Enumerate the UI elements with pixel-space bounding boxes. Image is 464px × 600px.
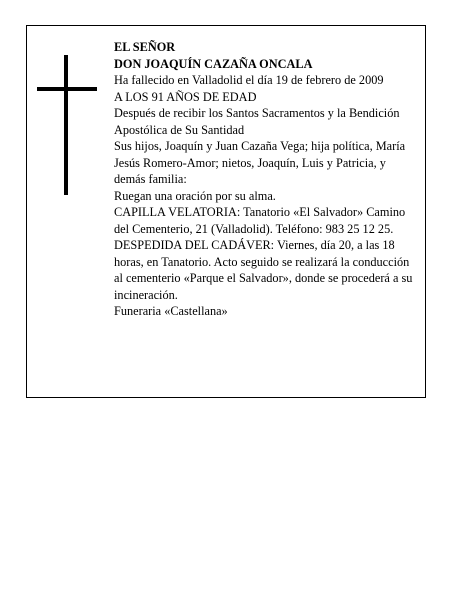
deceased-name: DON JOAQUÍN CAZAÑA ONCALA <box>114 56 313 71</box>
family-list: Sus hijos, Joaquín y Juan Cazaña Vega; hija política, María Jesús Romero-Amor; nietos, Joaquín, Luis y Patricia, y demás familia: <box>114 139 406 186</box>
farewell-info: DESPEDIDA DEL CADÁVER: Viernes, día 20, a las 18 horas, en Tanatorio. Acto seguido se realizará la conducción al cementerio «Parque el Salvador», donde se procederá a su incineración. <box>114 238 413 302</box>
notice-text <box>114 39 420 320</box>
death-announcement: Ha fallecido en Valladolid el día 19 de febrero de 2009 <box>114 73 384 87</box>
cross-horizontal-bar <box>37 87 97 91</box>
prayer-request: Ruegan una oración por su alma. <box>114 188 276 203</box>
age-line: A LOS 91 AÑOS DE EDAD <box>114 89 257 104</box>
chapel-info: CAPILLA VELATORIA: Tanatorio «El Salvador» Camino del Cementerio, 21 (Valladolid). Teléfono: 983 25 12 25. <box>114 205 406 236</box>
funeral-home: Funeraria «Castellana» <box>114 304 228 318</box>
cross-icon <box>37 55 97 195</box>
notice-title: EL SEÑOR <box>114 40 176 54</box>
obituary-notice <box>26 25 426 398</box>
sacraments-line: Después de recibir los Santos Sacramentos y la Bendición Apostólica de Su Santidad <box>114 106 400 137</box>
cross-vertical-bar <box>64 55 68 195</box>
